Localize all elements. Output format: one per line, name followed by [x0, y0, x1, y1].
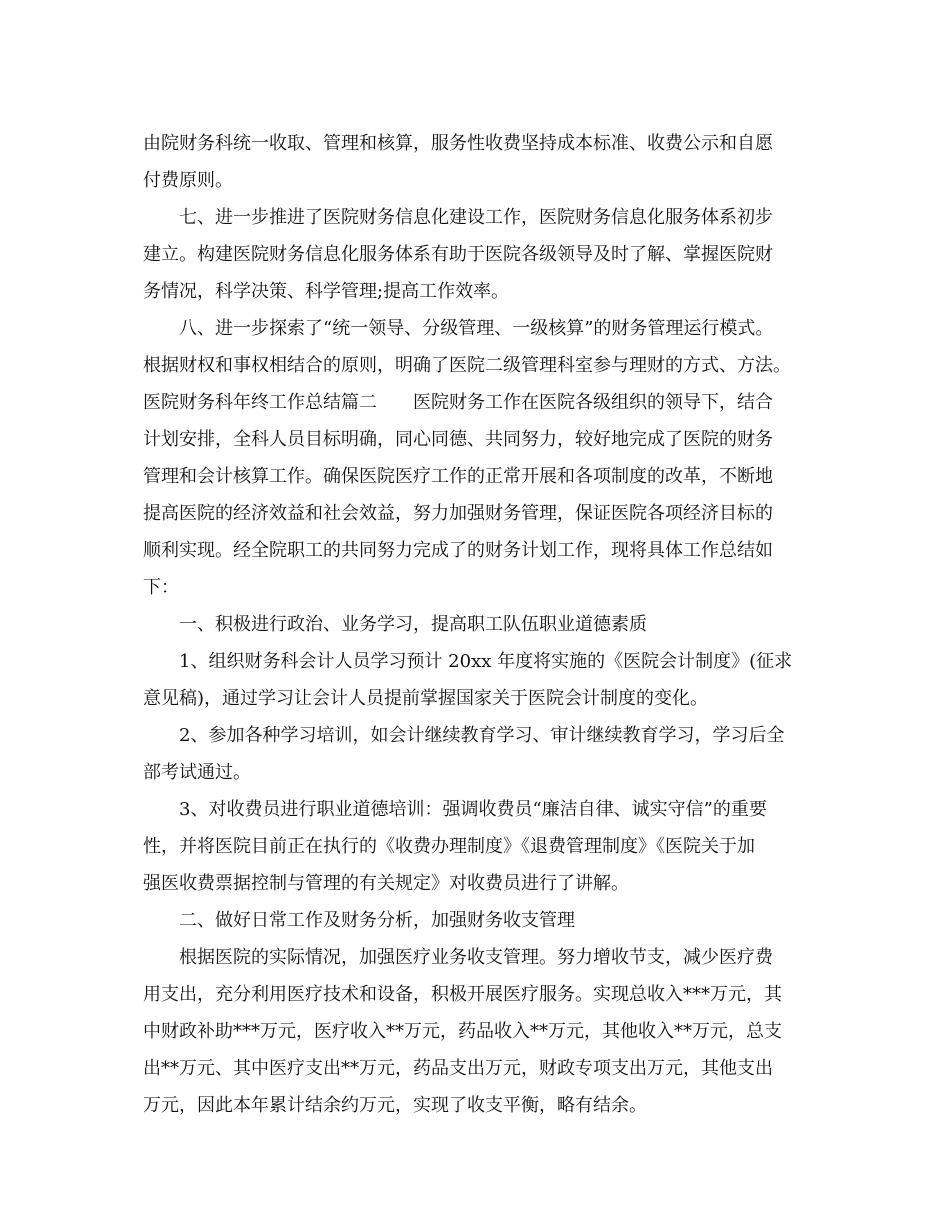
text-line: 用支出，充分利用医疗技术和设备，积极开展医疗服务。实现总收入***万元，其 — [143, 984, 782, 1005]
text-line: 万元，因此本年累计结余约万元，实现了收支平衡，略有结余。 — [143, 1095, 647, 1116]
text-line: 3、对收费员进行职业道德培训：强调收费员“廉洁自律、诚实守信”的重要 — [179, 799, 767, 820]
text-line: 八、进一步探索了“统一领导、分级管理、一级核算”的财务管理运行模式。 — [179, 318, 774, 339]
text-line: 根据医院的实际情况，加强医疗业务收支管理。努力增收节支，减少医疗费 — [179, 947, 773, 968]
text-line: 务情况，科学决策、科学管理;提高工作效率。 — [143, 281, 510, 302]
text-line: 1、组织财务科会计人员学习预计 20xx 年度将实施的《医院会计制度》(征求 — [179, 651, 793, 672]
text-line: 出**万元、其中医疗支出**万元，药品支出万元，财政专项支出万元，其他支出 — [143, 1058, 773, 1079]
text-line: 顺利实现。经全院职工的共同努力完成了的财务计划工作，现将具体工作总结如 — [143, 540, 773, 561]
text-line: 付费原则。 — [143, 170, 233, 191]
text-line: 意见稿)，通过学习让会计人员提前掌握国家关于医院会计制度的变化。 — [143, 688, 709, 709]
text-line: 建立。构建医院财务信息化服务体系有助于医院各级领导及时了解、掌握医院财 — [143, 244, 773, 265]
text-line: 下： — [143, 577, 179, 598]
text-line: 性，并将医院目前正在执行的《收费办理制度》《退费管理制度》《医院关于加 — [143, 836, 755, 857]
text-line: 管理和会计核算工作。确保医院医疗工作的正常开展和各项制度的改革，不断地 — [143, 466, 773, 487]
text-line: 由院财务科统一收取、管理和核算，服务性收费坚持成本标准、收费公示和自愿 — [143, 133, 773, 154]
text-line: 2、参加各种学习培训，如会计继续教育学习、审计继续教育学习，学习后全 — [179, 725, 785, 746]
text-line: 强医收费票据控制与管理的有关规定》对收费员进行了讲解。 — [143, 873, 629, 894]
text-line: 中财政补助***万元，医疗收入**万元，药品收入**万元，其他收入**万元，总支 — [143, 1021, 782, 1042]
text-line: 七、进一步推进了医院财务信息化建设工作，医院财务信息化服务体系初步 — [179, 207, 773, 228]
text-line: 根据财权和事权相结合的原则，明确了医院二级管理科室参与理财的方式、方法。 — [143, 355, 791, 376]
text-line: 一、积极进行政治、业务学习，提高职工队伍职业道德素质 — [179, 614, 647, 635]
text-line: 计划安排，全科人员目标明确，同心同德、共同努力，较好地完成了医院的财务 — [143, 429, 773, 450]
text-line: 部考试通过。 — [143, 762, 251, 783]
text-line: 提高医院的经济效益和社会效益，努力加强财务管理，保证医院各项经济目标的 — [143, 503, 773, 524]
text-line: 二、做好日常工作及财务分析，加强财务收支管理 — [179, 910, 575, 931]
document-body — [143, 125, 811, 1124]
text-line: 医院财务科年终工作总结篇二 医院财务工作在医院各级组织的领导下，结合 — [143, 392, 773, 413]
